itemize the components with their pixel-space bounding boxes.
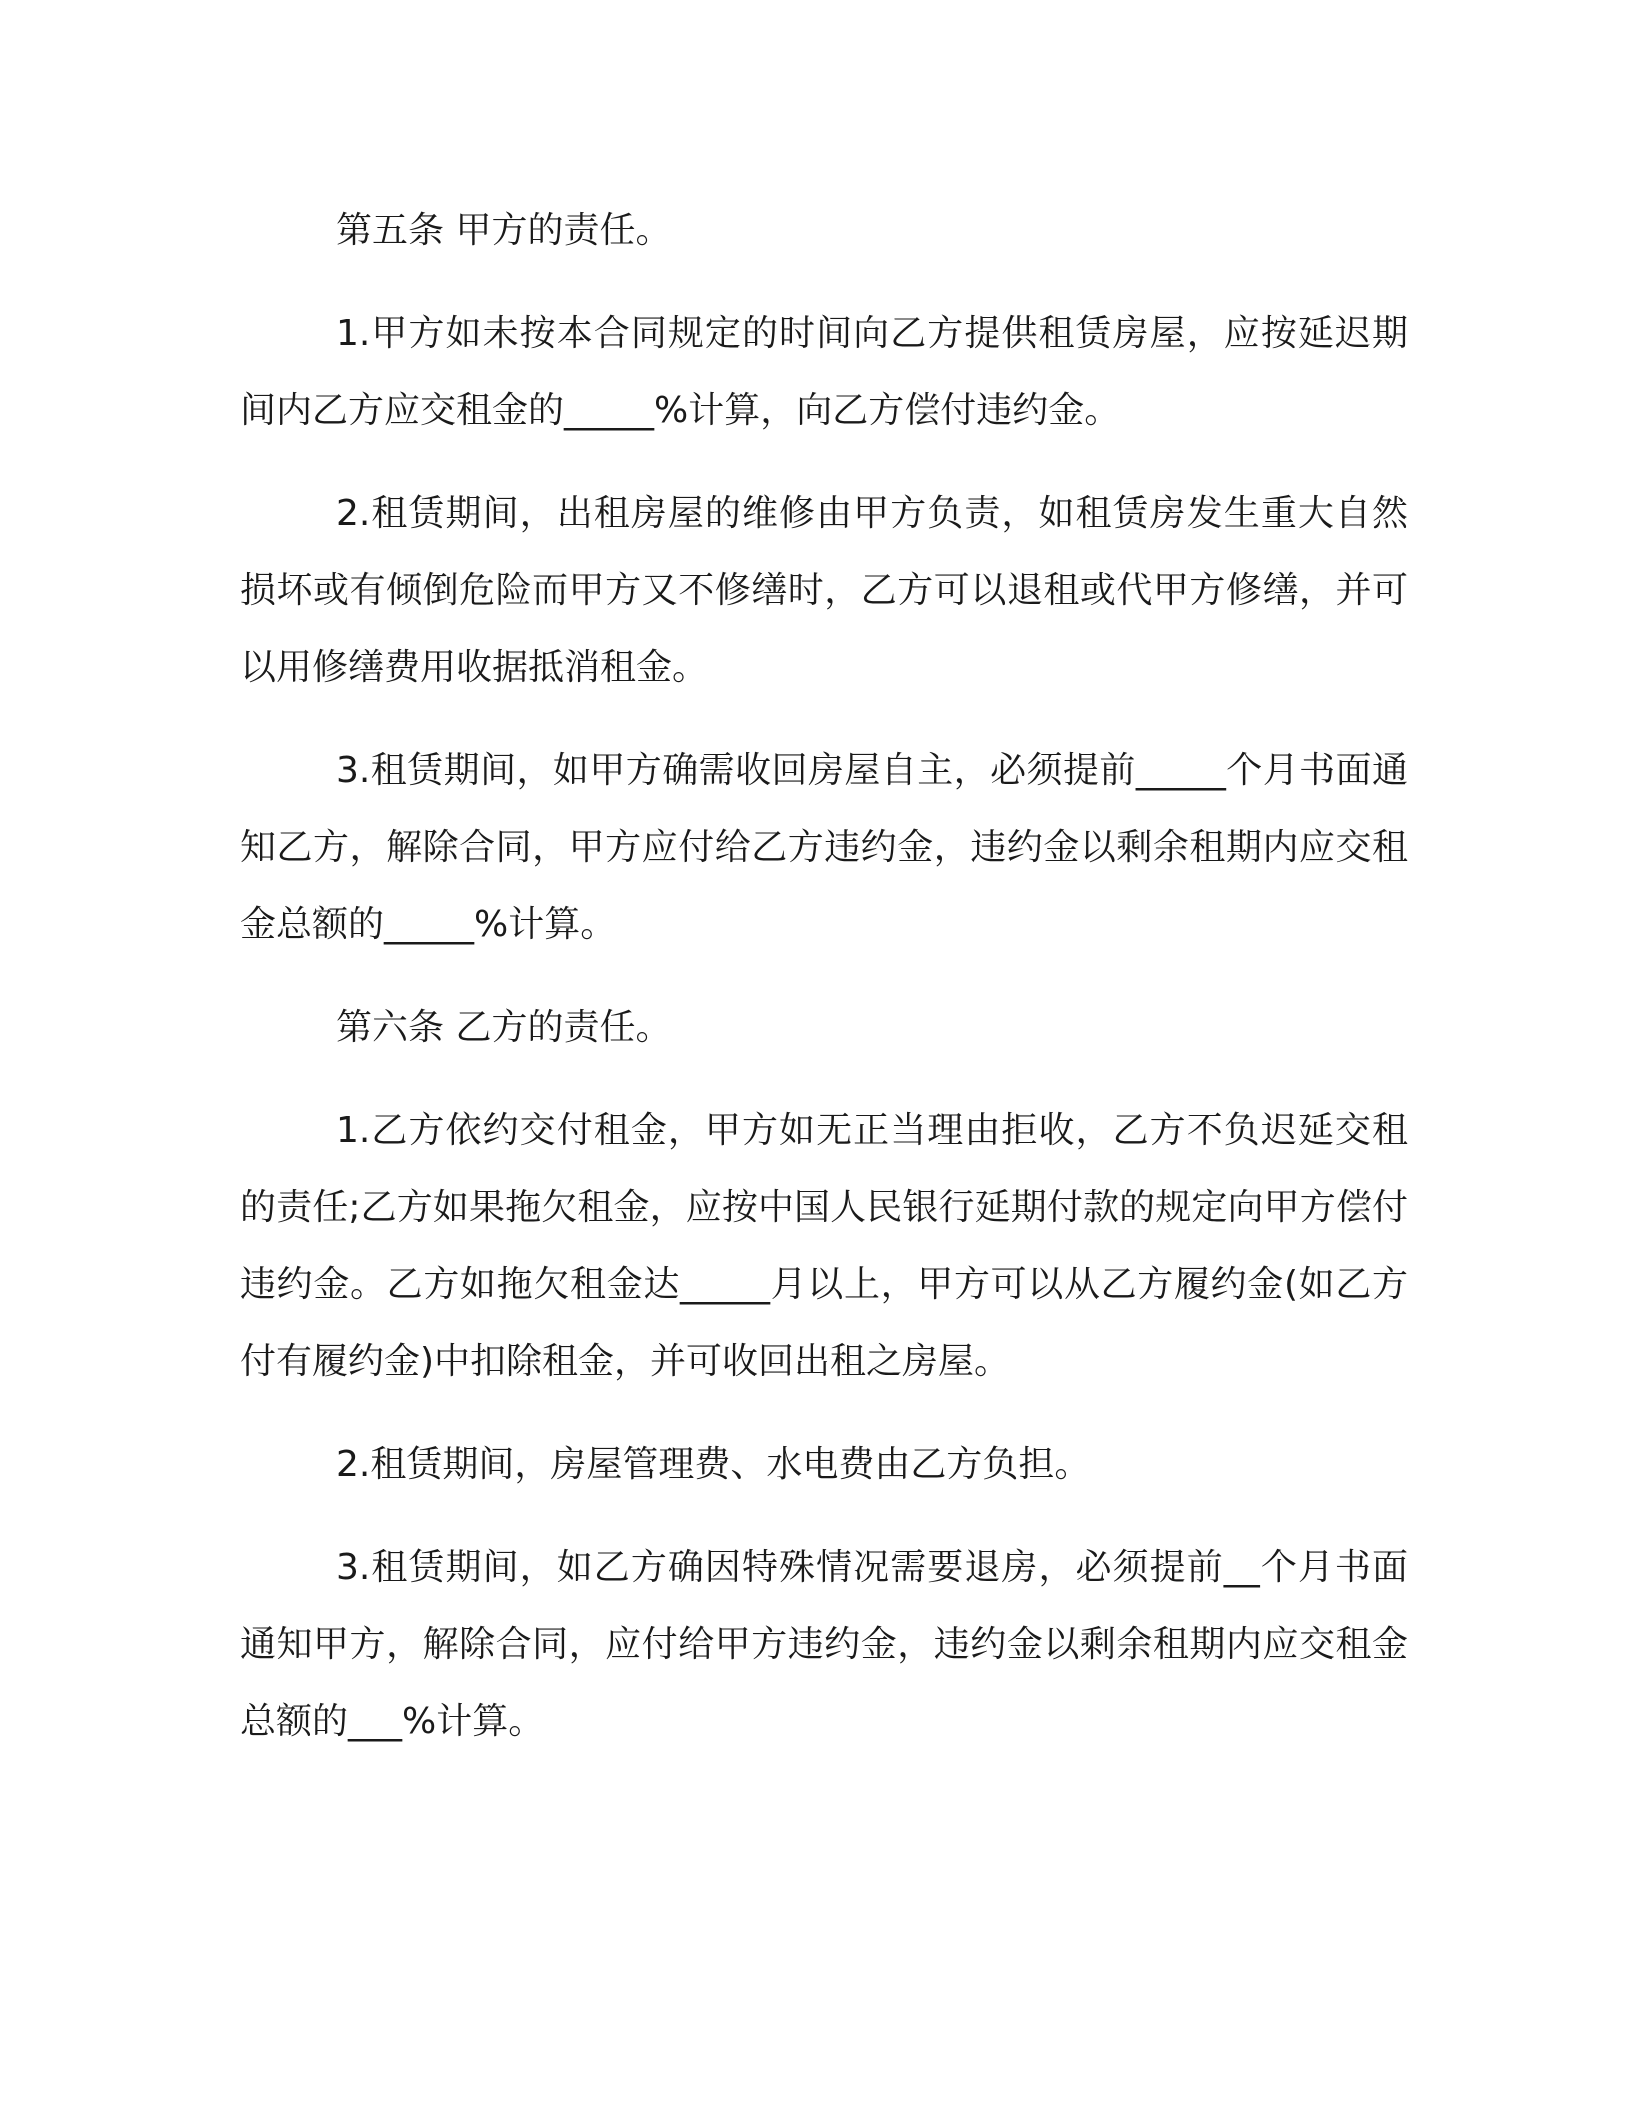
- article-5-heading: 第五条 甲方的责任。: [336, 210, 672, 251]
- article-5-clause-1: 1.甲方如未按本合同规定的时间向乙方提供租赁房屋，应按延迟期间内乙方应交租金的_____%计算，向乙方偿付违约金。: [240, 313, 1408, 431]
- article-6-clause-2: 2.租赁期间，房屋管理费、水电费由乙方负担。: [336, 1444, 1091, 1485]
- article-5-clause-2: 2.租赁期间，出租房屋的维修由甲方负责，如租赁房发生重大自然损坏或有倾倒危险而甲方又不修缮时，乙方可以退租或代甲方修缮，并可以用修缮费用收据抵消租金。: [240, 493, 1408, 688]
- document-body: [240, 192, 1408, 1760]
- article-6-clause-3: 3.租赁期间，如乙方确因特殊情况需要退房，必须提前__个月书面通知甲方，解除合同，应付给甲方违约金，违约金以剩余租期内应交租金总额的___%计算。: [240, 1547, 1408, 1742]
- article-6-heading: 第六条 乙方的责任。: [336, 1007, 672, 1048]
- article-5-clause-3: 3.租赁期间，如甲方确需收回房屋自主，必须提前_____个月书面通知乙方，解除合同，甲方应付给乙方违约金，违约金以剩余租期内应交租金总额的_____%计算。: [240, 750, 1408, 945]
- article-6-clause-1: 1.乙方依约交付租金，甲方如无正当理由拒收，乙方不负迟延交租的责任;乙方如果拖欠租金，应按中国人民银行延期付款的规定向甲方偿付违约金。乙方如拖欠租金达_____月以上，甲方可以从乙方履约金(如乙方付有履约金)中扣除租金，并可收回出租之房屋。: [240, 1110, 1408, 1382]
